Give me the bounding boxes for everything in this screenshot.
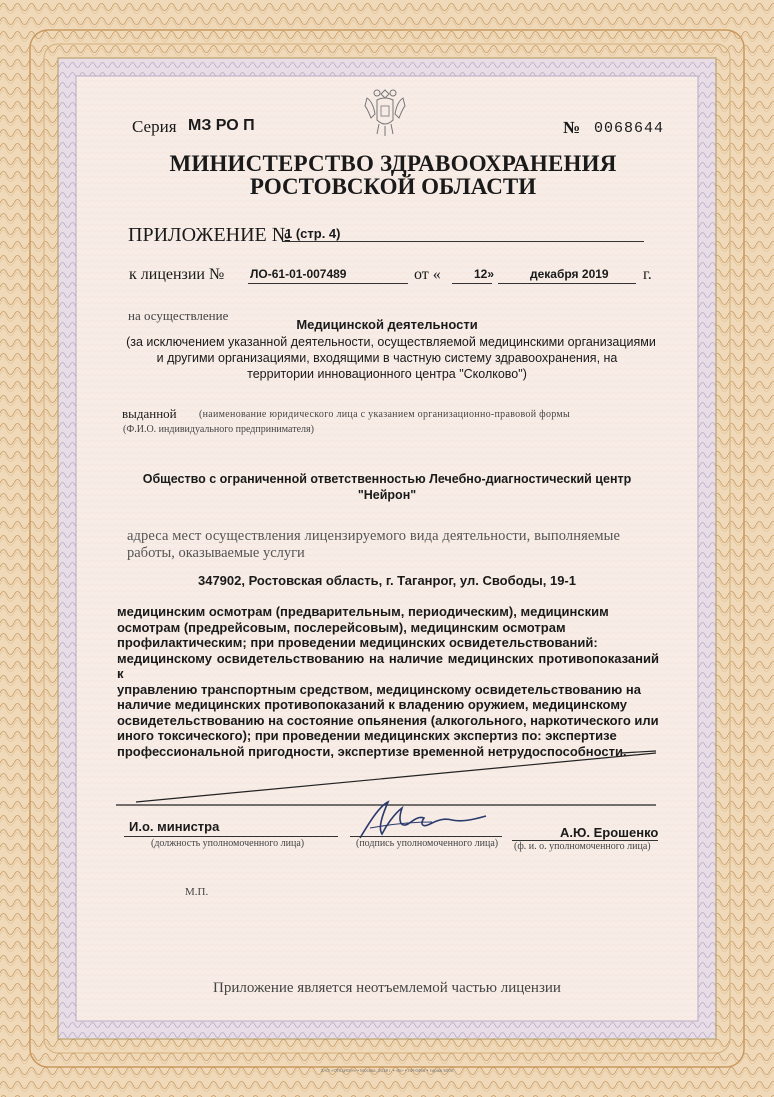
license-day: 12» [474, 267, 495, 281]
ministry-title-line1: МИНИСТЕРСТВО ЗДРАВООХРАНЕНИЯ [169, 151, 617, 176]
number-label: № [563, 118, 581, 137]
ministry-title-line2: РОСТОВСКОЙ ОБЛАСТИ [249, 174, 537, 199]
activity-note-line1: (за исключением указанной деятельности, осуществляемой медицинскими организациями [126, 335, 656, 349]
activity-note-line2: и другими организациями, входящими в частную систему здравоохранения, на [156, 351, 618, 365]
appendix-underline [282, 241, 644, 242]
license-label: к лицензии № [129, 266, 225, 283]
services-line: управлению транспортным средством, медицинскому освидетельствованию на [117, 681, 641, 697]
services-line: профессиональной пригодности, экспертизе временной нетрудоспособности. [117, 743, 627, 759]
stamp-label: М.П. [185, 886, 209, 898]
activity-title: Медицинской деятельности [296, 317, 478, 332]
address-value: 347902, Ростовская область, г. Таганрог, ул. Свободы, 19-1 [197, 573, 576, 588]
license-month-year: декабря 2019 [530, 267, 609, 281]
russian-coat-of-arms-icon [363, 84, 407, 138]
form-number: 0068644 [594, 120, 665, 137]
issued-hint-line2: (Ф.И.О. индивидуального предпринимателя) [123, 424, 314, 435]
services-line: освидетельствованию на состояние опьянения (алкогольного, наркотического или [117, 712, 659, 728]
address-label-line1: адреса мест осуществления лицензируемого вида деятельности, выполняемые [127, 528, 621, 544]
license-year-suffix: г. [643, 266, 652, 283]
services-line: медицинскому освидетельствованию на наличие медицинских противопоказаний к [117, 650, 659, 681]
issued-hint-line1: (наименование юридического лица с указанием организационно-правовой формы [199, 409, 571, 420]
series-label: Серия [132, 117, 177, 136]
services-line: медицинским осмотрам (предварительным, периодическим), медицинским [117, 604, 609, 619]
organization-name-line2: "Нейрон" [357, 488, 417, 502]
license-day-underline [452, 283, 492, 284]
appendix-value: 1 (стр. 4) [285, 226, 341, 241]
license-number-underline [248, 283, 408, 284]
organization-name-line1: Общество с ограниченной ответственностью Лечебно-диагностический центр [142, 472, 632, 486]
signatory-name: А.Ю. Ерошенко [560, 825, 659, 840]
services-line: профилактическим; при проведении медицинских освидетельствований: [117, 635, 598, 650]
name-hint: (ф. и. о. уполномоченного лица) [514, 841, 651, 852]
position-underline [124, 836, 338, 837]
activity-label: на осуществление [128, 308, 229, 323]
license-from-label: от « [414, 266, 441, 283]
signatory-position: И.о. министра [129, 819, 220, 834]
services-block [117, 604, 659, 759]
issued-label: выданной [122, 406, 177, 421]
appendix-label: ПРИЛОЖЕНИЕ № [128, 224, 291, 246]
footer-note: Приложение является неотъемлемой частью лицензии [213, 980, 561, 996]
services-line: наличие медицинских противопоказаний к владению оружием, медицинскому [117, 697, 628, 712]
license-date-underline [498, 283, 636, 284]
signature-hint: (подпись уполномоченного лица) [356, 838, 499, 849]
license-number: ЛО-61-01-007489 [250, 267, 347, 281]
printer-imprint: ЗАО «ОПЦИОН» • Москва, 2019 г. • «Б» • ЛИ-0468 • тираж 5000 [320, 1068, 454, 1073]
services-line: осмотрам (предрейсовым, послерейсовым), медицинским осмотрам [117, 619, 566, 635]
signature-underline [350, 836, 502, 837]
position-hint: (должность уполномоченного лица) [151, 838, 305, 849]
series-value: МЗ РО П [188, 117, 255, 134]
activity-note-line3: территории инновационного центра "Сколково") [247, 367, 527, 381]
services-line: иного токсического); при проведении медицинских экспертиз по: экспертизе [117, 728, 617, 743]
address-label-line2: работы, оказываемые услуги [127, 545, 305, 561]
